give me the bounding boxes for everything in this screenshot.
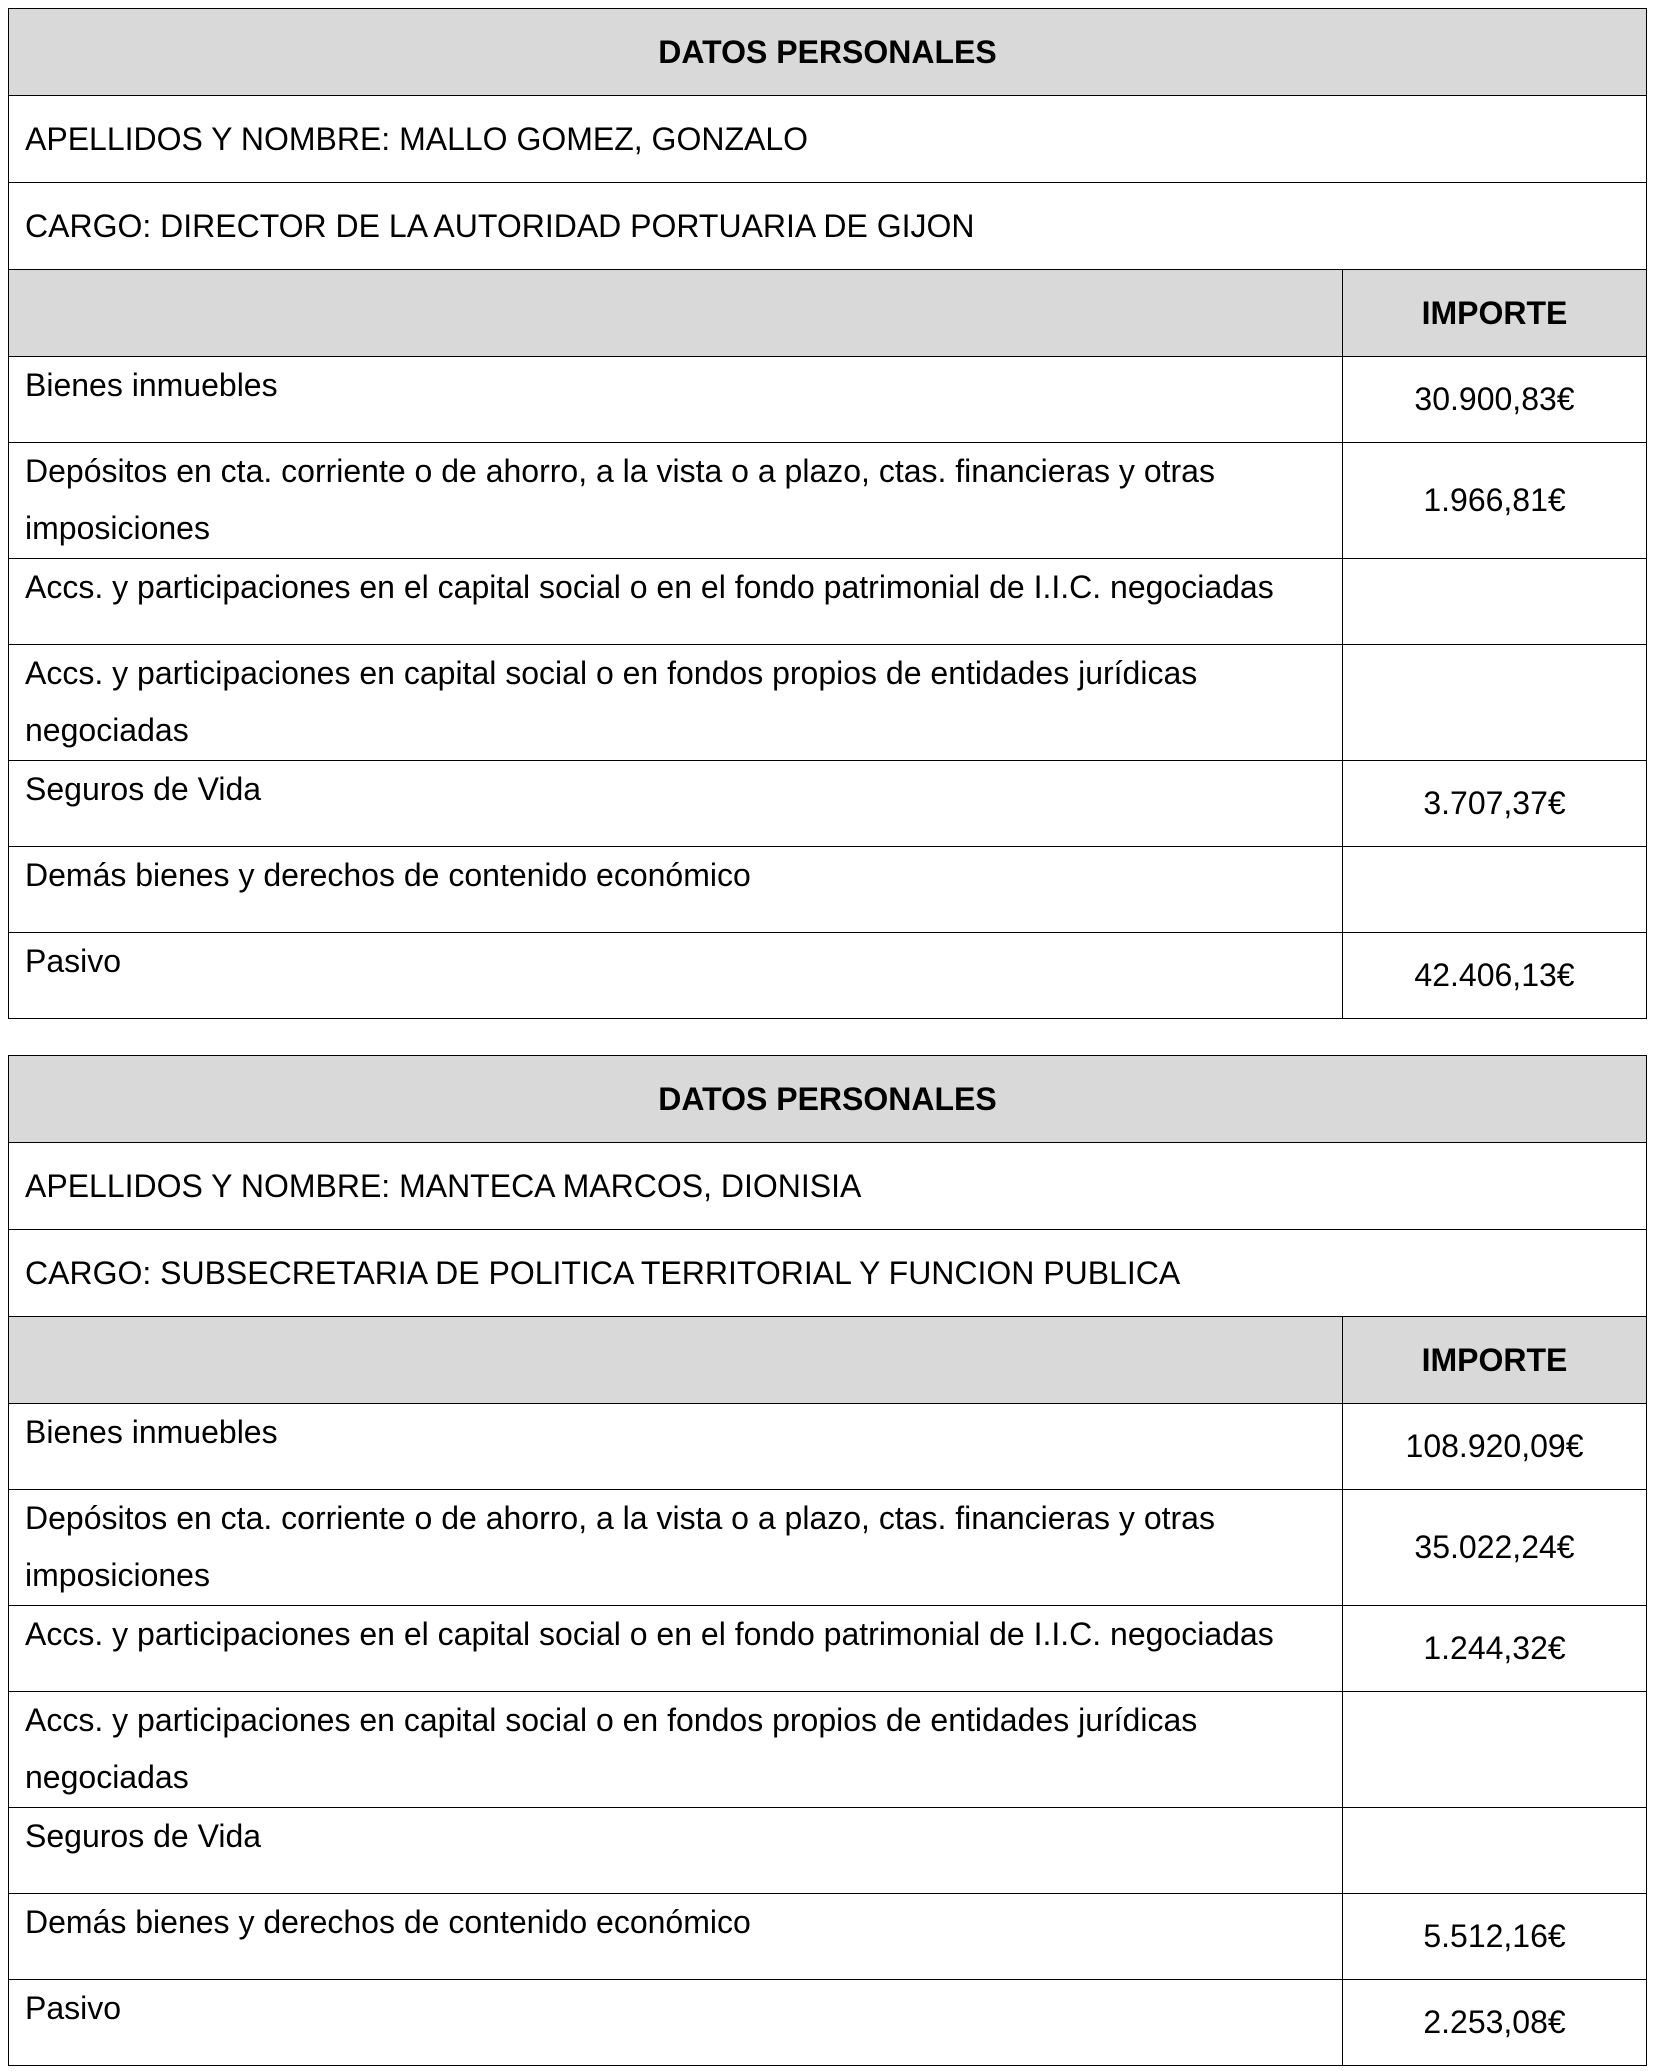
- asset-amount: 1.244,32€: [1343, 1606, 1647, 1692]
- asset-amount: [1343, 847, 1647, 933]
- name-line: APELLIDOS Y NOMBRE: MANTECA MARCOS, DIONISIA: [9, 1143, 1647, 1230]
- asset-amount: 3.707,37€: [1343, 761, 1647, 847]
- table-row: [9, 645, 1647, 761]
- asset-amount: 2.253,08€: [1343, 1980, 1647, 2066]
- asset-label: Pasivo: [9, 1980, 1343, 2066]
- asset-label: Depósitos en cta. corriente o de ahorro, a la vista o a plazo, ctas. financieras y otras imposiciones: [9, 443, 1343, 559]
- asset-amount: [1343, 645, 1647, 761]
- label-column-header: [9, 270, 1343, 357]
- label-column-header: [9, 1317, 1343, 1404]
- cargo-line: CARGO: DIRECTOR DE LA AUTORIDAD PORTUARIA DE GIJON: [9, 183, 1647, 270]
- cargo-row: [9, 183, 1647, 270]
- asset-label: Accs. y participaciones en capital social o en fondos propios de entidades jurídicas negociadas: [9, 645, 1343, 761]
- section-title: DATOS PERSONALES: [9, 1056, 1647, 1143]
- table-row: [9, 1894, 1647, 1980]
- asset-label: Pasivo: [9, 933, 1343, 1019]
- table-row: [9, 847, 1647, 933]
- asset-declaration-table: [8, 8, 1647, 1019]
- asset-amount: 108.920,09€: [1343, 1404, 1647, 1490]
- asset-amount: 5.512,16€: [1343, 1894, 1647, 1980]
- asset-amount: [1343, 559, 1647, 645]
- table-row: [9, 1980, 1647, 2066]
- asset-amount: 30.900,83€: [1343, 357, 1647, 443]
- section-title: DATOS PERSONALES: [9, 9, 1647, 96]
- amount-column-header: IMPORTE: [1343, 270, 1647, 357]
- asset-declaration-table: [8, 1055, 1647, 2066]
- table-row: [9, 761, 1647, 847]
- asset-amount: 42.406,13€: [1343, 933, 1647, 1019]
- table-row: [9, 559, 1647, 645]
- amount-column-header: IMPORTE: [1343, 1317, 1647, 1404]
- name-row: [9, 96, 1647, 183]
- column-header-row: [9, 270, 1647, 357]
- section-title-row: [9, 1056, 1647, 1143]
- table-row: [9, 1490, 1647, 1606]
- name-row: [9, 1143, 1647, 1230]
- name-line: APELLIDOS Y NOMBRE: MALLO GOMEZ, GONZALO: [9, 96, 1647, 183]
- asset-label: Accs. y participaciones en capital social o en fondos propios de entidades jurídicas negociadas: [9, 1692, 1343, 1808]
- section-title-row: [9, 9, 1647, 96]
- asset-amount: [1343, 1692, 1647, 1808]
- asset-label: Demás bienes y derechos de contenido económico: [9, 1894, 1343, 1980]
- table-row: [9, 1808, 1647, 1894]
- table-row: [9, 1404, 1647, 1490]
- asset-label: Depósitos en cta. corriente o de ahorro, a la vista o a plazo, ctas. financieras y otras imposiciones: [9, 1490, 1343, 1606]
- asset-amount: [1343, 1808, 1647, 1894]
- asset-label: Accs. y participaciones en el capital social o en el fondo patrimonial de I.I.C. negociadas: [9, 559, 1343, 645]
- asset-label: Seguros de Vida: [9, 761, 1343, 847]
- table-row: [9, 933, 1647, 1019]
- table-row: [9, 1606, 1647, 1692]
- asset-amount: 1.966,81€: [1343, 443, 1647, 559]
- cargo-line: CARGO: SUBSECRETARIA DE POLITICA TERRITORIAL Y FUNCION PUBLICA: [9, 1230, 1647, 1317]
- asset-label: Seguros de Vida: [9, 1808, 1343, 1894]
- asset-label: Bienes inmuebles: [9, 357, 1343, 443]
- table-row: [9, 357, 1647, 443]
- cargo-row: [9, 1230, 1647, 1317]
- table-row: [9, 1692, 1647, 1808]
- asset-label: Demás bienes y derechos de contenido económico: [9, 847, 1343, 933]
- asset-amount: 35.022,24€: [1343, 1490, 1647, 1606]
- column-header-row: [9, 1317, 1647, 1404]
- asset-label: Bienes inmuebles: [9, 1404, 1343, 1490]
- table-row: [9, 443, 1647, 559]
- asset-label: Accs. y participaciones en el capital social o en el fondo patrimonial de I.I.C. negociadas: [9, 1606, 1343, 1692]
